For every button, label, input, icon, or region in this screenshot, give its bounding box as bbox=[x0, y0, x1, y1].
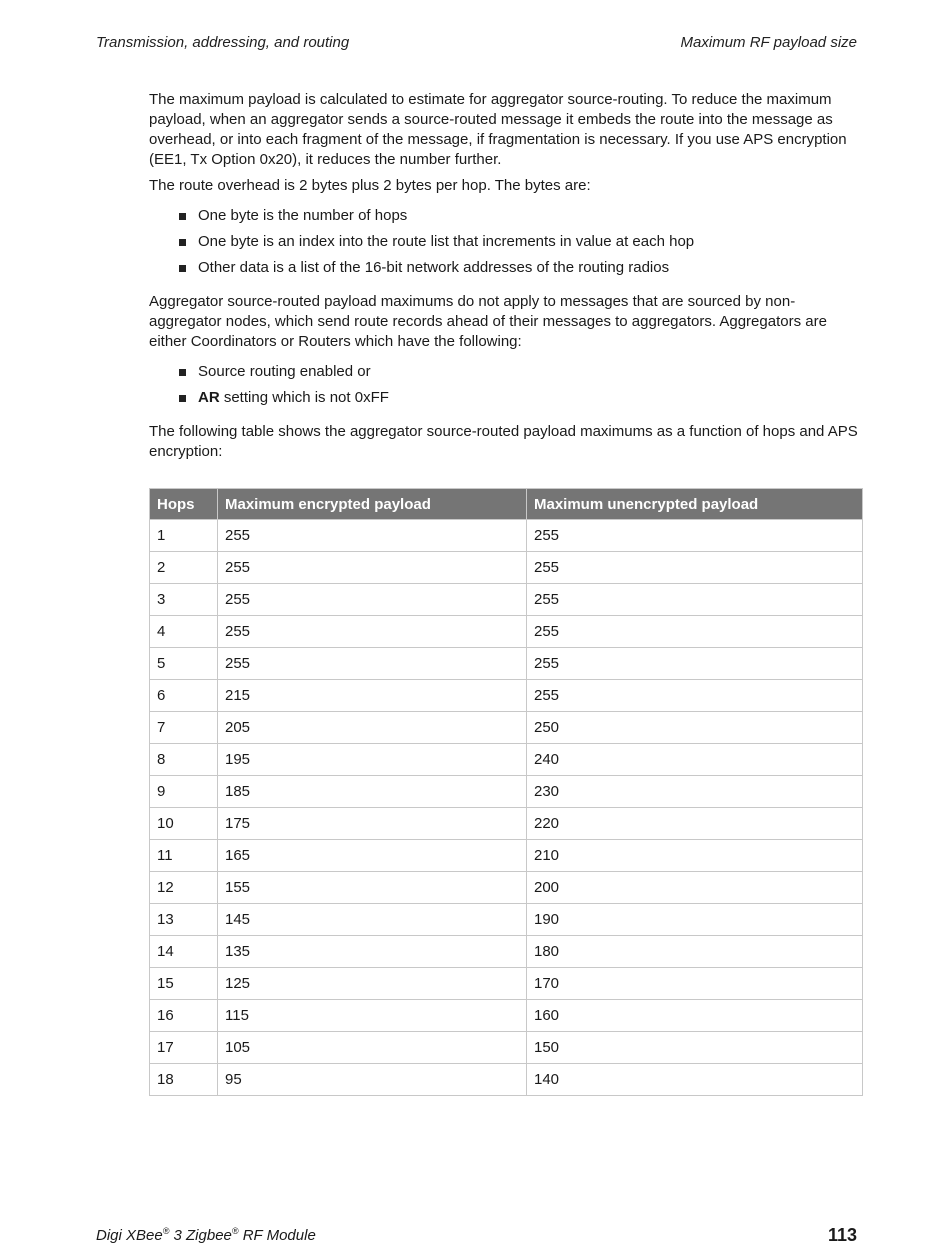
table-row bbox=[150, 520, 863, 552]
cell-hops: 6 bbox=[150, 680, 218, 712]
cell-encrypted: 195 bbox=[218, 744, 527, 776]
ar-command-name: AR bbox=[198, 389, 220, 406]
cell-hops: 9 bbox=[150, 776, 218, 808]
cell-hops: 8 bbox=[150, 744, 218, 776]
table-body bbox=[150, 520, 863, 1096]
table-row bbox=[150, 616, 863, 648]
bullet-item: Source routing enabled or bbox=[149, 362, 863, 382]
column-header-unencrypted: Maximum unencrypted payload bbox=[527, 489, 863, 520]
cell-hops: 14 bbox=[150, 936, 218, 968]
table-row bbox=[150, 1032, 863, 1064]
cell-unencrypted: 150 bbox=[527, 1032, 863, 1064]
cell-encrypted: 185 bbox=[218, 776, 527, 808]
cell-hops: 4 bbox=[150, 616, 218, 648]
cell-unencrypted: 210 bbox=[527, 840, 863, 872]
bullet-item-text: setting which is not 0xFF bbox=[219, 389, 389, 406]
cell-encrypted: 95 bbox=[218, 1064, 527, 1096]
cell-unencrypted: 255 bbox=[527, 520, 863, 552]
bullet-item bbox=[149, 388, 863, 408]
paragraph-aggregators: Aggregator source-routed payload maximums do not apply to messages that are sourced by non-aggregator nodes, which send route records ahead of their messages to aggregators. Aggregators are either Coordinators or Routers which have the following: bbox=[149, 293, 827, 350]
cell-hops: 12 bbox=[150, 872, 218, 904]
cell-encrypted: 255 bbox=[218, 584, 527, 616]
registered-mark: ® bbox=[162, 1226, 170, 1236]
table-row bbox=[150, 968, 863, 1000]
bullet-item: One byte is the number of hops bbox=[149, 206, 863, 226]
table-row bbox=[150, 744, 863, 776]
cell-encrypted: 255 bbox=[218, 616, 527, 648]
cell-hops: 1 bbox=[150, 520, 218, 552]
cell-unencrypted: 230 bbox=[527, 776, 863, 808]
cell-hops: 15 bbox=[150, 968, 218, 1000]
bullet-list-aggregator-conditions bbox=[149, 362, 863, 408]
table-row bbox=[150, 776, 863, 808]
table-row bbox=[150, 840, 863, 872]
cell-hops: 13 bbox=[150, 904, 218, 936]
cell-encrypted: 255 bbox=[218, 552, 527, 584]
cell-unencrypted: 170 bbox=[527, 968, 863, 1000]
cell-hops: 7 bbox=[150, 712, 218, 744]
cell-hops: 18 bbox=[150, 1064, 218, 1096]
running-header-chapter: Transmission, addressing, and routing bbox=[96, 34, 350, 51]
cell-encrypted: 175 bbox=[218, 808, 527, 840]
cell-hops: 16 bbox=[150, 1000, 218, 1032]
cell-encrypted: 155 bbox=[218, 872, 527, 904]
cell-encrypted: 215 bbox=[218, 680, 527, 712]
table-row bbox=[150, 872, 863, 904]
running-header-section: Maximum RF payload size bbox=[680, 34, 857, 51]
table-row bbox=[150, 1000, 863, 1032]
cell-encrypted: 145 bbox=[218, 904, 527, 936]
cell-encrypted: 255 bbox=[218, 520, 527, 552]
table-row bbox=[150, 680, 863, 712]
table-row bbox=[150, 712, 863, 744]
footer-product-name bbox=[96, 1226, 316, 1244]
cell-unencrypted: 255 bbox=[527, 648, 863, 680]
cell-unencrypted: 255 bbox=[527, 552, 863, 584]
table-row bbox=[150, 1064, 863, 1096]
cell-unencrypted: 200 bbox=[527, 872, 863, 904]
column-header-hops: Hops bbox=[150, 489, 218, 520]
footer-text: 3 Zigbee bbox=[169, 1227, 232, 1244]
cell-hops: 5 bbox=[150, 648, 218, 680]
table-header-row bbox=[150, 489, 863, 520]
column-header-encrypted: Maximum encrypted payload bbox=[218, 489, 527, 520]
table-row bbox=[150, 808, 863, 840]
paragraph-table-intro: The following table shows the aggregator source-routed payload maximums as a function of hops and APS encryption: bbox=[149, 423, 858, 460]
cell-unencrypted: 180 bbox=[527, 936, 863, 968]
paragraph-route-overhead: The route overhead is 2 bytes plus 2 bytes per hop. The bytes are: bbox=[149, 177, 591, 194]
table-row bbox=[150, 584, 863, 616]
page-number: 113 bbox=[827, 1225, 857, 1245]
payload-table bbox=[149, 488, 863, 1096]
cell-encrypted: 115 bbox=[218, 1000, 527, 1032]
cell-unencrypted: 255 bbox=[527, 616, 863, 648]
bullet-item: One byte is an index into the route list that increments in value at each hop bbox=[149, 232, 863, 252]
body-content bbox=[149, 90, 863, 468]
cell-unencrypted: 220 bbox=[527, 808, 863, 840]
cell-encrypted: 165 bbox=[218, 840, 527, 872]
table-row bbox=[150, 904, 863, 936]
footer-text: RF Module bbox=[238, 1227, 316, 1244]
cell-unencrypted: 255 bbox=[527, 680, 863, 712]
registered-mark: ® bbox=[231, 1226, 239, 1236]
cell-unencrypted: 160 bbox=[527, 1000, 863, 1032]
cell-unencrypted: 250 bbox=[527, 712, 863, 744]
cell-encrypted: 205 bbox=[218, 712, 527, 744]
table-row bbox=[150, 648, 863, 680]
cell-unencrypted: 255 bbox=[527, 584, 863, 616]
cell-hops: 10 bbox=[150, 808, 218, 840]
cell-hops: 2 bbox=[150, 552, 218, 584]
bullet-item: Other data is a list of the 16-bit network addresses of the routing radios bbox=[149, 258, 863, 278]
cell-encrypted: 105 bbox=[218, 1032, 527, 1064]
paragraph-intro: The maximum payload is calculated to estimate for aggregator source-routing. To reduce the maximum payload, when an aggregator sends a source-routed message it embeds the route into the message as overhead, or into each fragment of the message, if fragmentation is necessary. If you use APS encryption (EE1, Tx Option 0x20), it reduces the number further. bbox=[149, 91, 847, 168]
cell-unencrypted: 190 bbox=[527, 904, 863, 936]
cell-encrypted: 125 bbox=[218, 968, 527, 1000]
cell-hops: 3 bbox=[150, 584, 218, 616]
bullet-list-overhead-bytes bbox=[149, 206, 863, 278]
footer-text: Digi XBee bbox=[96, 1227, 163, 1244]
table-row bbox=[150, 936, 863, 968]
cell-encrypted: 255 bbox=[218, 648, 527, 680]
cell-hops: 17 bbox=[150, 1032, 218, 1064]
cell-unencrypted: 240 bbox=[527, 744, 863, 776]
cell-hops: 11 bbox=[150, 840, 218, 872]
cell-encrypted: 135 bbox=[218, 936, 527, 968]
cell-unencrypted: 140 bbox=[527, 1064, 863, 1096]
table-row bbox=[150, 552, 863, 584]
